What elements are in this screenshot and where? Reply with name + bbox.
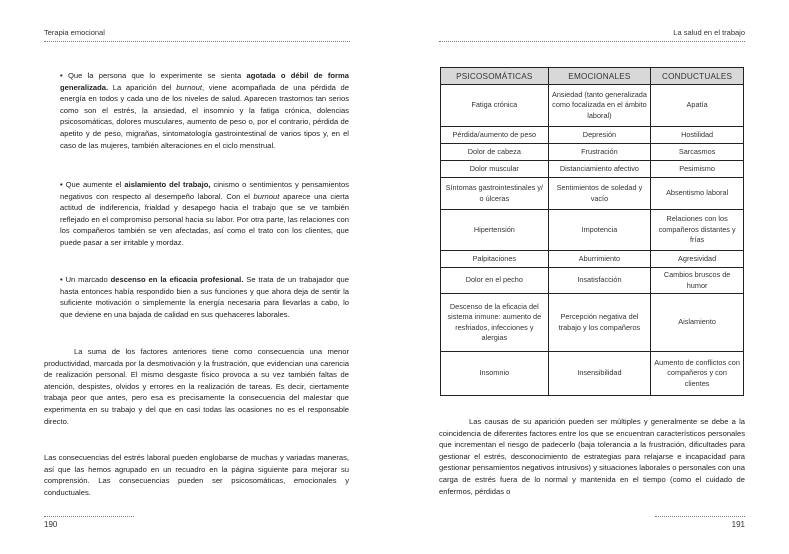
paragraph-productivity: La suma de los factores anteriores tiene como consecuencia una menor productividad, marcada por la desmotivación y la frustración, que evidencian una carencia de realización personal. El mismo desgaste físico provoca a su vez también faltas de atención, despistes, olvidos y errores en la realización de tareas. Es decir, ciertamente trabaja peor que antes, pero esa es precisamente la consecuencia del malestar que experimenta en su trabajo y del que en casi todas las ocasiones no es el responsable directo. [44, 347, 349, 426]
table-cell: Impotencia [548, 210, 651, 251]
table-cell: Síntomas gastrointestinales y/ o úlceras [441, 178, 549, 210]
table-cell: Absentismo laboral [651, 178, 744, 210]
table-cell: Pérdida/aumento de peso [441, 127, 549, 144]
paragraph-consequences: Las consecuencias del estrés laboral pueden englobarse de muchas y variadas maneras, así que las hemos agrupado en un recuadro en la página siguiente para mejorar su comprensión. Las consecuencias pueden ser psicosomáticas, emocionales y conductuales. [44, 453, 349, 497]
table-row [441, 294, 744, 352]
table-cell: Agresividad [651, 251, 744, 268]
table-cell: Distanciamiento afectivo [548, 161, 651, 178]
table-cell: Ansiedad (tanto generalizada como focalizada en el ámbito laboral) [548, 85, 651, 127]
table-cell: Depresión [548, 127, 651, 144]
bullet-icon: • [60, 275, 66, 284]
table-cell: Pesimismo [651, 161, 744, 178]
table-cell: Sentimientos de soledad y vacío [548, 178, 651, 210]
table-row [441, 178, 744, 210]
table-cell: Dolor de cabeza [441, 144, 549, 161]
table-row [441, 251, 744, 268]
table-row [441, 268, 744, 294]
bullet-fatigue: • Que la persona que lo experimente se sienta agotada o débil de forma generalizada. La aparición del burnout, viene acompañada de una pérdida de energía en todos y cada uno de los niveles de salud. Aparecen trastornos tan serios como son el estrés, la ansiedad, el insomnio y la fatiga crónica, dolencias psicosomáticas, dolores musculares, aumento de peso o, por el contrario, pérdida de apetito y de peso, migrañas, sintomatología gastrointestinal de varios tipos y, en el caso de las mujeres, también alteraciones en el ciclo menstrual. [60, 71, 349, 150]
top-rule-left [44, 41, 350, 42]
table-cell: Dolor en el pecho [441, 268, 549, 294]
table-cell: Apatía [651, 85, 744, 127]
table-cell: Insomnio [441, 352, 549, 396]
folio-left: 190 [44, 520, 58, 529]
table-cell: Descenso de la eficacia del sistema inmune: aumento de resfriados, infecciones y alergias [441, 294, 549, 352]
bullet-icon: • [60, 180, 66, 189]
table-cell: Palpitaciones [441, 251, 549, 268]
table-cell: Aumento de conflictos con compañeros y con clientes [651, 352, 744, 396]
table-cell: Dolor muscular [441, 161, 549, 178]
table-row [441, 85, 744, 127]
table-cell: Aburrimiento [548, 251, 651, 268]
table-row [441, 144, 744, 161]
running-head-right: La salud en el trabajo [673, 28, 745, 37]
table-header-row [441, 68, 744, 85]
footer-rule-left [44, 516, 134, 517]
table-row [441, 352, 744, 396]
consequences-table [440, 67, 744, 396]
table-cell: Sarcasmos [651, 144, 744, 161]
paragraph-causes: Las causas de su aparición pueden ser múltiples y generalmente se debe a la coincidencia de diferentes factores entre los que se encuentran característicos personales que incrementan el riesgo de padecerlo (baja tolerancia a la frustración, dificultades para gestionar el estrés, desconocimiento de estrategias para relajarse e incapacidad para gestionar pensamientos negativos intrusivos) y situaciones laborales o personales con una carga de estrés fuera de lo normal y mantenida en el tiempo (como el cuidado de enfermos, pérdidas o [439, 417, 745, 496]
table-cell: Relaciones con los compañeros distantes y frías [651, 210, 744, 251]
table-cell: Insensibilidad [548, 352, 651, 396]
table-cell: Hostilidad [651, 127, 744, 144]
column-header: EMOCIONALES [548, 68, 651, 85]
table-cell: Frustración [548, 144, 651, 161]
table-cell: Percepción negativa del trabajo y los compañeros [548, 294, 651, 352]
bullet-icon: • [60, 71, 68, 80]
column-header: PSICOSOMÁTICAS [441, 68, 549, 85]
table-cell: Insatisfacción [548, 268, 651, 294]
table-cell: Cambios bruscos de humor [651, 268, 744, 294]
table-cell: Aislamiento [651, 294, 744, 352]
table-row [441, 210, 744, 251]
top-rule-right [439, 41, 745, 42]
bullet-isolation: • Que aumente el aislamiento del trabajo, cinismo o sentimientos y pensamientos negativos con respecto al desempeño laboral. Con el burnout aparece una cierta actitud de indiferencia, frialdad y desapego hacia el trabajo que se ve también reflejado en el compromiso personal hacia su labor. Por otra parte, las relaciones con los compañeros también se ven afectadas, así como el trato con los clientes, que puede pasar a ser irritable y mordaz. [60, 180, 349, 247]
table-cell: Fatiga crónica [441, 85, 549, 127]
table-row [441, 161, 744, 178]
table-row [441, 127, 744, 144]
running-head-left: Terapia emocional [44, 28, 105, 37]
column-header: CONDUCTUALES [651, 68, 744, 85]
folio-right: 191 [731, 520, 745, 529]
footer-rule-right [655, 516, 745, 517]
bullet-efficacy: • Un marcado descenso en la eficacia profesional. Se trata de un trabajador que hasta entonces había respondido bien a sus funciones y que ahora deja de sentir la suficiente motivación o simplemente la energía necesaria para llevarlas a cabo, lo que deviene en una bajada de calidad en sus quehaceres laborales. [60, 275, 349, 319]
table-cell: Hipertensión [441, 210, 549, 251]
